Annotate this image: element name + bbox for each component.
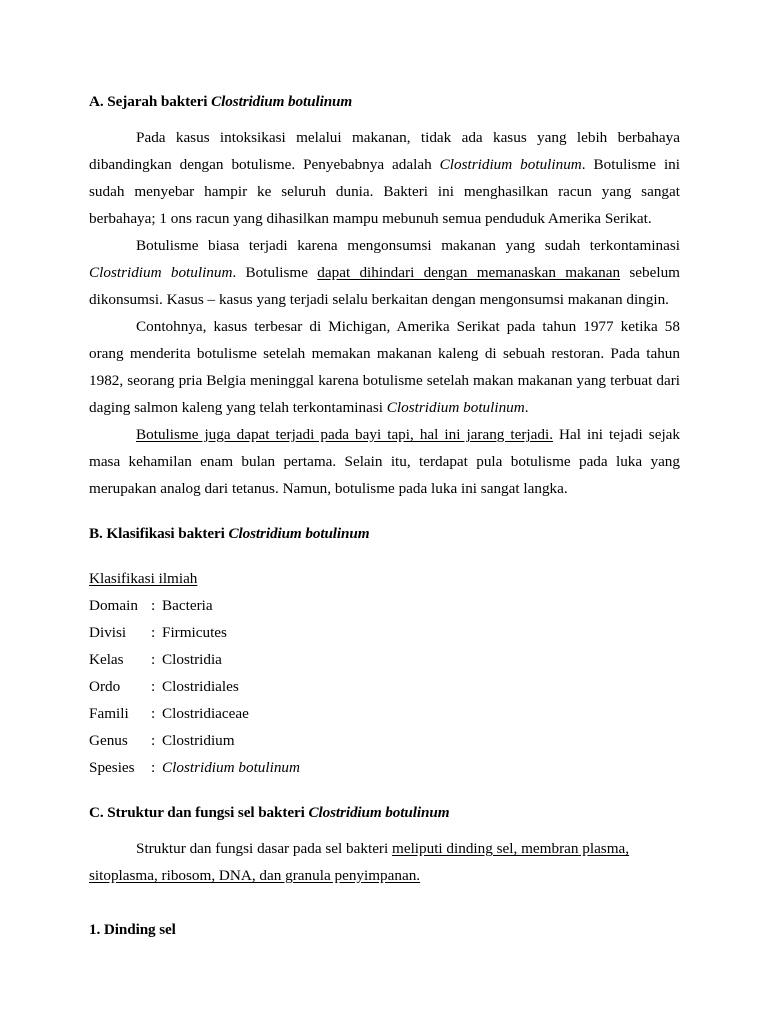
section-heading-b-species: Clostridium botulinum — [228, 525, 370, 542]
paragraph-a1-text-1: Pada kasus intoksikasi melalui makanan, tidak ada kasus yang lebih berbahaya dibandingkan dengan botulisme. Penyebabnya adalah — [89, 129, 680, 173]
paragraph-a2-species: Clostridium botulinum — [89, 264, 233, 281]
taxonomy-value: Clostridium botulinum — [162, 759, 300, 776]
spacer — [89, 115, 680, 124]
subsection-heading-1-text: 1. Dinding sel — [89, 921, 176, 938]
taxonomy-rank: Spesies — [89, 759, 135, 776]
section-heading-b — [89, 520, 680, 547]
paragraph-c1-underlined: meliputi dinding sel, membran plasma, sitoplasma, ribosom, DNA, dan granula penyimpanan. — [89, 840, 630, 884]
taxonomy-separator: : — [151, 624, 156, 641]
taxonomy-row — [89, 673, 680, 700]
paragraph-a1-text-2: . Botulisme ini sudah menyebar hampir ke seluruh dunia. Bakteri ini menghasilkan racun yang sangat berbahaya; 1 ons racun yang dihasilkan mampu mebunuh semua penduduk Amerika Serikat. — [89, 156, 680, 227]
paragraph-a3-species: Clostridium botulinum — [386, 399, 525, 416]
taxonomy-rank: Famili — [89, 705, 129, 722]
taxonomy-rank: Kelas — [89, 651, 124, 668]
paragraph-a2-underlined: dapat dihindari dengan memanaskan makanan — [317, 264, 621, 281]
paragraph-c1 — [89, 835, 680, 889]
section-heading-b-prefix: B. Klasifikasi bakteri — [89, 525, 229, 542]
taxonomy-separator: : — [151, 678, 156, 695]
paragraph-a4 — [89, 421, 680, 502]
paragraph-a3 — [89, 313, 680, 421]
paragraph-a1-species: Clostridium botulinum — [439, 156, 582, 173]
section-heading-a-prefix: A. Sejarah bakteri — [89, 93, 212, 110]
taxonomy-separator: : — [151, 705, 156, 722]
spacer — [89, 781, 680, 799]
taxonomy-value: Bacteria — [162, 597, 213, 614]
document-body — [89, 88, 680, 943]
paragraph-a4-underlined: Botulisme juga dapat terjadi pada bayi tapi, hal ini jarang terjadi. — [136, 426, 554, 443]
taxonomy-value: Clostridiaceae — [162, 705, 249, 722]
section-heading-c-species: Clostridium botulinum — [308, 804, 450, 821]
paragraph-a2-text-2: . Botulisme — [232, 264, 318, 281]
paragraph-a2 — [89, 232, 680, 313]
paragraph-a2-text-3: sebelum dikonsumsi. Kasus – kasus yang terjadi selalu berkaitan dengan mengonsumsi makanan dingin. — [89, 264, 680, 308]
subsection-heading-1 — [89, 916, 680, 943]
taxonomy-value: Clostridiales — [162, 678, 239, 695]
taxonomy-separator: : — [151, 759, 156, 776]
taxonomy-rank: Domain — [89, 597, 138, 614]
spacer — [89, 502, 680, 520]
paragraph-a3-text-2: . — [524, 399, 529, 416]
taxonomy-value: Firmicutes — [162, 624, 227, 641]
classification-list-title — [89, 565, 680, 592]
taxonomy-row — [89, 754, 680, 781]
spacer — [89, 547, 680, 565]
spacer — [89, 826, 680, 835]
taxonomy-row — [89, 727, 680, 754]
taxonomy-row — [89, 700, 680, 727]
spacer — [89, 889, 680, 916]
taxonomy-rank: Genus — [89, 732, 128, 749]
section-heading-a-species: Clostridium botulinum — [211, 93, 353, 110]
taxonomy-separator: : — [151, 597, 156, 614]
section-heading-c-prefix: C. Struktur dan fungsi sel bakteri — [89, 804, 309, 821]
section-heading-c — [89, 799, 680, 826]
taxonomy-rank: Divisi — [89, 624, 127, 641]
taxonomy-rank: Ordo — [89, 678, 121, 695]
taxonomy-value: Clostridium — [162, 732, 235, 749]
taxonomy-row — [89, 592, 680, 619]
classification-list-title-text: Klasifikasi ilmiah — [89, 570, 198, 587]
paragraph-a1 — [89, 124, 680, 232]
section-heading-a — [89, 88, 680, 115]
paragraph-c1-text: Struktur dan fungsi dasar pada sel bakteri — [136, 840, 393, 857]
taxonomy-list — [89, 592, 680, 781]
paragraph-a3-text-1: Contohnya, kasus terbesar di Michigan, Amerika Serikat pada tahun 1977 ketika 58 orang menderita botulisme setelah memakan makanan kaleng di sebuah restoran. Pada tahun 1982, seorang pria Belgia meninggal karena botulisme setelah makan makanan yang terbuat dari daging salmon kaleng yang telah terkontaminasi — [89, 318, 680, 416]
taxonomy-value: Clostridia — [162, 651, 222, 668]
taxonomy-separator: : — [151, 732, 156, 749]
paragraph-a2-text-1: Botulisme biasa terjadi karena mengonsumsi makanan yang sudah terkontaminasi — [136, 237, 680, 254]
paragraph-a4-text: Hal ini tejadi sejak masa kehamilan enam bulan pertama. Selain itu, terdapat pula botulisme pada luka yang merupakan analog dari tetanus. Namun, botulisme pada luka ini sangat langka. — [89, 426, 681, 497]
taxonomy-row — [89, 619, 680, 646]
taxonomy-row — [89, 646, 680, 673]
taxonomy-separator: : — [151, 651, 156, 668]
